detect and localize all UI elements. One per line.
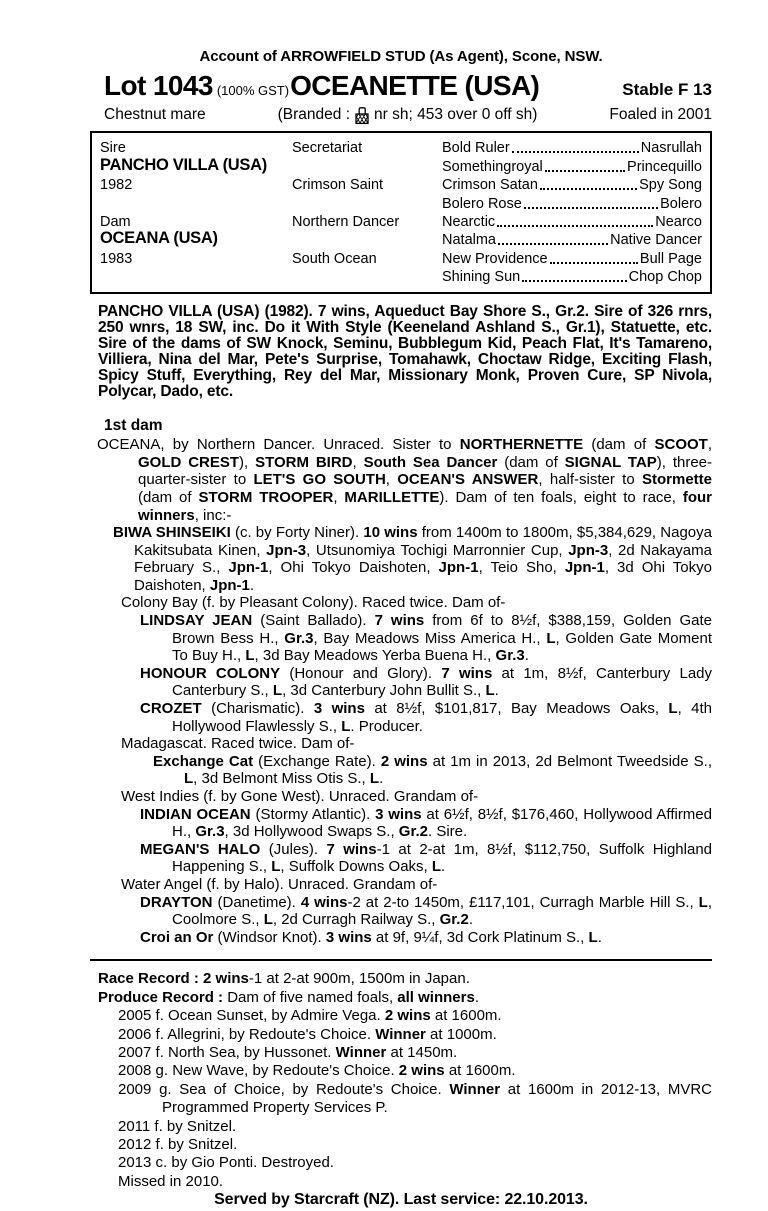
ancestor-name: New Providence xyxy=(442,250,548,267)
foaled-year: Foaled in 2001 xyxy=(609,105,712,123)
produce-line: 2006 f. Allegrini, by Redoute's Choice. Winner at 1000m. xyxy=(118,1025,497,1043)
branded-prefix: (Branded : xyxy=(277,105,351,123)
lot-line xyxy=(90,70,712,102)
horse-name: OCEANETTE (USA) xyxy=(290,70,540,101)
ancestor-name: Bolero Rose xyxy=(442,195,522,212)
pedigree-paragraph: LINDSAY JEAN (Saint Ballado). 7 wins from 6f to 8½f, $388,159, Golden Gate Brown Bess H., Gr.3, Bay Meadows Miss America H., L, Golden Gate Moment To Buy H., L, 3d Bay Meadows Yerba Buena H., Gr.3. xyxy=(140,612,713,665)
pedigree-generation1-cell: Dam xyxy=(100,213,131,230)
dot-leader xyxy=(498,243,608,245)
ancestor-sire-name: Chop Chop xyxy=(628,269,702,286)
produce-list xyxy=(90,1007,712,1191)
produce-line: 2005 f. Ocean Sunset, by Admire Vega. 2 wins at 1600m. xyxy=(118,1007,502,1025)
section-divider xyxy=(90,959,712,961)
horse-brand-icon xyxy=(354,106,370,125)
pedigree-generation3-cell xyxy=(442,269,702,285)
pedigree-generation1-cell: OCEANA (USA) xyxy=(100,229,218,248)
ancestor-sire-name: Nasrullah xyxy=(640,140,702,157)
pedigree-paragraph: Madagascat. Raced twice. Dam of- xyxy=(121,735,355,753)
dot-leader xyxy=(545,170,625,172)
description-line xyxy=(90,105,712,124)
pedigree-paragraph: Colony Bay (f. by Pleasant Colony). Raced twice. Dam of- xyxy=(121,594,506,612)
pedigree-generation1-cell: PANCHO VILLA (USA) xyxy=(100,155,267,174)
produce-line: Missed in 2010. xyxy=(118,1172,224,1190)
stable-number: Stable F 13 xyxy=(622,80,712,99)
branded-suffix: nr sh; 453 over 0 off sh) xyxy=(374,105,538,123)
produce-line: 2012 f. by Snitzel. xyxy=(118,1136,238,1153)
first-dam-section xyxy=(90,436,712,946)
lot-number: Lot 1043 xyxy=(104,70,213,101)
pedigree-generation2-cell: Northern Dancer xyxy=(292,213,400,230)
pedigree-generation2-cell: South Ocean xyxy=(292,250,377,267)
pedigree-table xyxy=(90,131,712,294)
pedigree-paragraph: BIWA SHINSEIKI (c. by Forty Niner). 10 wins from 1400m to 1800m, $5,384,629, Nagoya Kakitsubata Kinen, Jpn-3, Utsunomiya Tochigi Marronnier Cup, Jpn-3, 2d Nakayama February S., Jpn-1, Ohi Tokyo Daishoten, Jpn-1, Teio Sho, Jpn-1, 3d Ohi Tokyo Daishoten, Jpn-1. xyxy=(113,524,712,594)
pedigree-generation3-cell xyxy=(442,140,702,156)
ancestor-sire-name: Nearco xyxy=(655,213,702,230)
dot-leader xyxy=(522,280,626,282)
produce-line: 2013 c. by Gio Ponti. Destroyed. xyxy=(118,1154,334,1172)
dot-leader xyxy=(524,207,658,209)
ancestor-sire-name: Bull Page xyxy=(639,250,702,267)
pedigree-generation3-cell xyxy=(442,214,702,230)
ancestor-sire-name: Bolero xyxy=(660,195,702,212)
color-sex: Chestnut mare xyxy=(104,105,206,123)
pedigree-paragraph: CROZET (Charismatic). 3 wins at 8½f, $101,817, Bay Meadows Oaks, L, 4th Hollywood Flawlessly S., L. Producer. xyxy=(140,700,713,735)
ancestor-sire-name: Princequillo xyxy=(627,158,702,175)
pedigree-paragraph: Croi an Or (Windsor Knot). 3 wins at 9f, 9¼f, 3d Cork Platinum S., L. xyxy=(140,928,602,946)
dot-leader xyxy=(540,188,637,190)
sire-summary: PANCHO VILLA (USA) (1982). 7 wins, Aqueduct Bay Shore S., Gr.2. Sire of 326 rnrs, 250 wnrs, 18 SW, inc. Do it With Style (Keeneland Ashland S., Gr.1), Statuette, etc. Sire of the dams of SW Knock, Seminu, Bubblegum Kid, Peach Flat, It's Tamareno, Villiera, Nina del Mar, Pete's Surprise, Tomahawk, Choctaw Ridge, Exciting Flash, Spicy Stuff, Everything, Rey del Mar, Missionary Monk, Proven Cure, SP Nivola, Polycar, Dado, etc. xyxy=(98,303,712,401)
first-dam-heading: 1st dam xyxy=(104,417,163,435)
pedigree-generation1-cell: 1983 xyxy=(100,250,133,267)
ancestor-name: Bold Ruler xyxy=(442,140,510,157)
pedigree-paragraph: OCEANA, by Northern Dancer. Unraced. Sister to NORTHERNETTE (dam of SCOOT, GOLD CREST), STORM BIRD, South Sea Dancer (dam of SIGNAL TAP), three-quarter-sister to LET'S GO SOUTH, OCEAN'S ANSWER, half-sister to Stormette (dam of STORM TROOPER, MARILLETTE). Dam of ten foals, eight to race, four winners, inc:- xyxy=(97,436,713,524)
pedigree-paragraph: HONOUR COLONY (Honour and Glory). 7 wins at 1m, 8½f, Canterbury Lady Canterbury S., L, 3d Canterbury John Bullit S., L. xyxy=(140,664,713,700)
pedigree-paragraph: Exchange Cat (Exchange Rate). 2 wins at 1m in 2013, 2d Belmont Tweedside S., L, 3d Belmont Miss Otis S., L. xyxy=(153,752,713,788)
pedigree-generation3-cell xyxy=(442,159,702,175)
ancestor-sire-name: Spy Song xyxy=(639,177,702,194)
pedigree-paragraph: MEGAN'S HALO (Jules). 7 wins-1 at 2-at 1m, 8½f, $112,750, Suffolk Highland Happening S., L, Suffolk Downs Oaks, L. xyxy=(140,840,712,876)
pedigree-generation3-cell xyxy=(442,251,702,267)
pedigree-generation3-cell xyxy=(442,177,702,193)
produce-line: 2007 f. North Sea, by Hussonet. Winner at 1450m. xyxy=(118,1043,458,1061)
ancestor-name: Shining Sun xyxy=(442,269,521,286)
pedigree-generation1-cell: 1982 xyxy=(100,177,133,194)
pedigree-generation1-cell: Sire xyxy=(100,140,126,157)
pedigree-generation2-cell: Crimson Saint xyxy=(292,177,384,194)
pedigree-generation3-cell xyxy=(442,232,702,248)
ancestor-name: Crimson Satan xyxy=(442,177,538,194)
ancestor-name: Natalma xyxy=(442,232,496,249)
pedigree-paragraph: DRAYTON (Danetime). 4 wins-2 at 2-to 1450m, £117,101, Curragh Marble Hill S., L, Coolmore S., L, 2d Curragh Railway S., Gr.2. xyxy=(140,893,713,929)
catalogue-page xyxy=(90,0,712,1210)
gst-note: (100% GST) xyxy=(216,83,290,98)
ancestor-name: Nearctic xyxy=(442,213,496,230)
pedigree-generation2-cell: Secretariat xyxy=(292,140,363,157)
service-note: Served by Starcraft (NZ). Last service: 22.10.2013. xyxy=(214,1191,588,1209)
race-record-line: Race Record : 2 wins-1 at 2-at 900m, 1500m in Japan. xyxy=(98,970,470,988)
pedigree-paragraph: INDIAN OCEAN (Stormy Atlantic). 3 wins at 6½f, 8½f, $176,460, Hollywood Affirmed H., Gr.3, 3d Hollywood Swaps S., Gr.2. Sire. xyxy=(140,805,712,841)
dot-leader xyxy=(512,151,639,153)
produce-record-line: Produce Record : Dam of five named foals, all winners. xyxy=(98,988,479,1006)
dot-leader xyxy=(550,262,638,264)
account-line: Account of ARROWFIELD STUD (As Agent), Scone, NSW. xyxy=(199,48,603,65)
produce-line: 2009 g. Sea of Choice, by Redoute's Choice. Winner at 1600m in 2012-13, MVRC Programmed Property Services P. xyxy=(118,1080,712,1117)
produce-line: 2008 g. New Wave, by Redoute's Choice. 2 wins at 1600m. xyxy=(118,1062,516,1080)
pedigree-generation3-cell xyxy=(442,196,702,212)
produce-line: 2011 f. by Snitzel. xyxy=(118,1117,237,1135)
pedigree-paragraph: Water Angel (f. by Halo). Unraced. Grandam of- xyxy=(121,875,438,893)
dot-leader xyxy=(497,225,653,227)
brand-description xyxy=(278,105,538,124)
pedigree-paragraph: West Indies (f. by Gone West). Unraced. Grandam of- xyxy=(121,788,479,805)
ancestor-sire-name: Native Dancer xyxy=(610,232,702,249)
ancestor-name: Somethingroyal xyxy=(442,158,543,175)
